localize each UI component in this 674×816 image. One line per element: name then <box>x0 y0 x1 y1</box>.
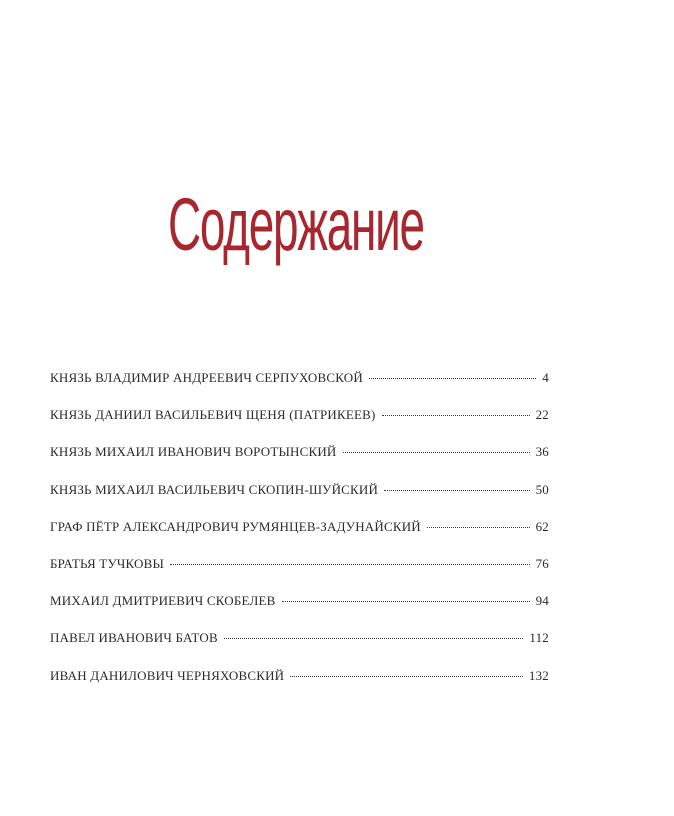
toc-entry-page: 50 <box>535 481 549 497</box>
toc-entry <box>50 370 549 407</box>
table-of-contents <box>50 370 549 705</box>
toc-leader-dots <box>382 415 530 416</box>
toc-entry-page: 4 <box>542 370 549 385</box>
toc-leader-dots <box>170 564 530 565</box>
toc-entry-title: МИХАИЛ ДМИТРИЕВИЧ СКОБЕЛЕВ <box>50 593 276 609</box>
toc-leader-dots <box>224 638 524 639</box>
toc-entry-title: ИВАН ДАНИЛОВИЧ ЧЕРНЯХОВСКИЙ <box>50 667 285 683</box>
toc-leader-dots <box>384 490 530 491</box>
toc-entry <box>50 630 549 667</box>
toc-entry <box>50 668 549 705</box>
toc-entry-page: 22 <box>535 407 549 423</box>
toc-leader-dots <box>427 527 530 528</box>
toc-entry-page: 62 <box>535 518 549 534</box>
page-title: Содержание <box>168 183 424 266</box>
toc-leader-dots <box>343 452 530 453</box>
toc-entry-page: 36 <box>535 444 549 460</box>
toc-entry-title: КНЯЗЬ ДАНИИЛ ВАСИЛЬЕВИЧ ЩЕНЯ (ПАТРИКЕЕВ) <box>50 407 376 423</box>
toc-entry <box>50 556 549 593</box>
toc-leader-dots <box>290 676 523 677</box>
toc-entry <box>50 593 549 630</box>
toc-entry-page: 94 <box>535 593 549 609</box>
toc-entry <box>50 407 549 444</box>
toc-entry-title: БРАТЬЯ ТУЧКОВЫ <box>50 555 165 571</box>
toc-entry-page: 132 <box>528 667 549 683</box>
toc-entry-page: 76 <box>535 555 549 571</box>
toc-leader-dots <box>282 601 530 602</box>
toc-entry <box>50 444 549 481</box>
toc-entry-page: 112 <box>529 630 549 646</box>
toc-entry-title: КНЯЗЬ МИХАИЛ ВАСИЛЬЕВИЧ СКОПИН-ШУЙСКИЙ <box>50 481 379 497</box>
toc-entry-title: ПАВЕЛ ИВАНОВИЧ БАТОВ <box>50 630 218 646</box>
toc-entry-title: КНЯЗЬ ВЛАДИМИР АНДРЕЕВИЧ СЕРПУХОВСКОЙ <box>50 370 363 385</box>
toc-entry-title: ГРАФ ПЁТР АЛЕКСАНДРОВИЧ РУМЯНЦЕВ-ЗАДУНАЙСКИЙ <box>50 518 421 534</box>
toc-entry <box>50 519 549 556</box>
toc-entry <box>50 482 549 519</box>
toc-leader-dots <box>369 378 536 379</box>
toc-entry-title: КНЯЗЬ МИХАИЛ ИВАНОВИЧ ВОРОТЫНСКИЙ <box>50 444 337 460</box>
